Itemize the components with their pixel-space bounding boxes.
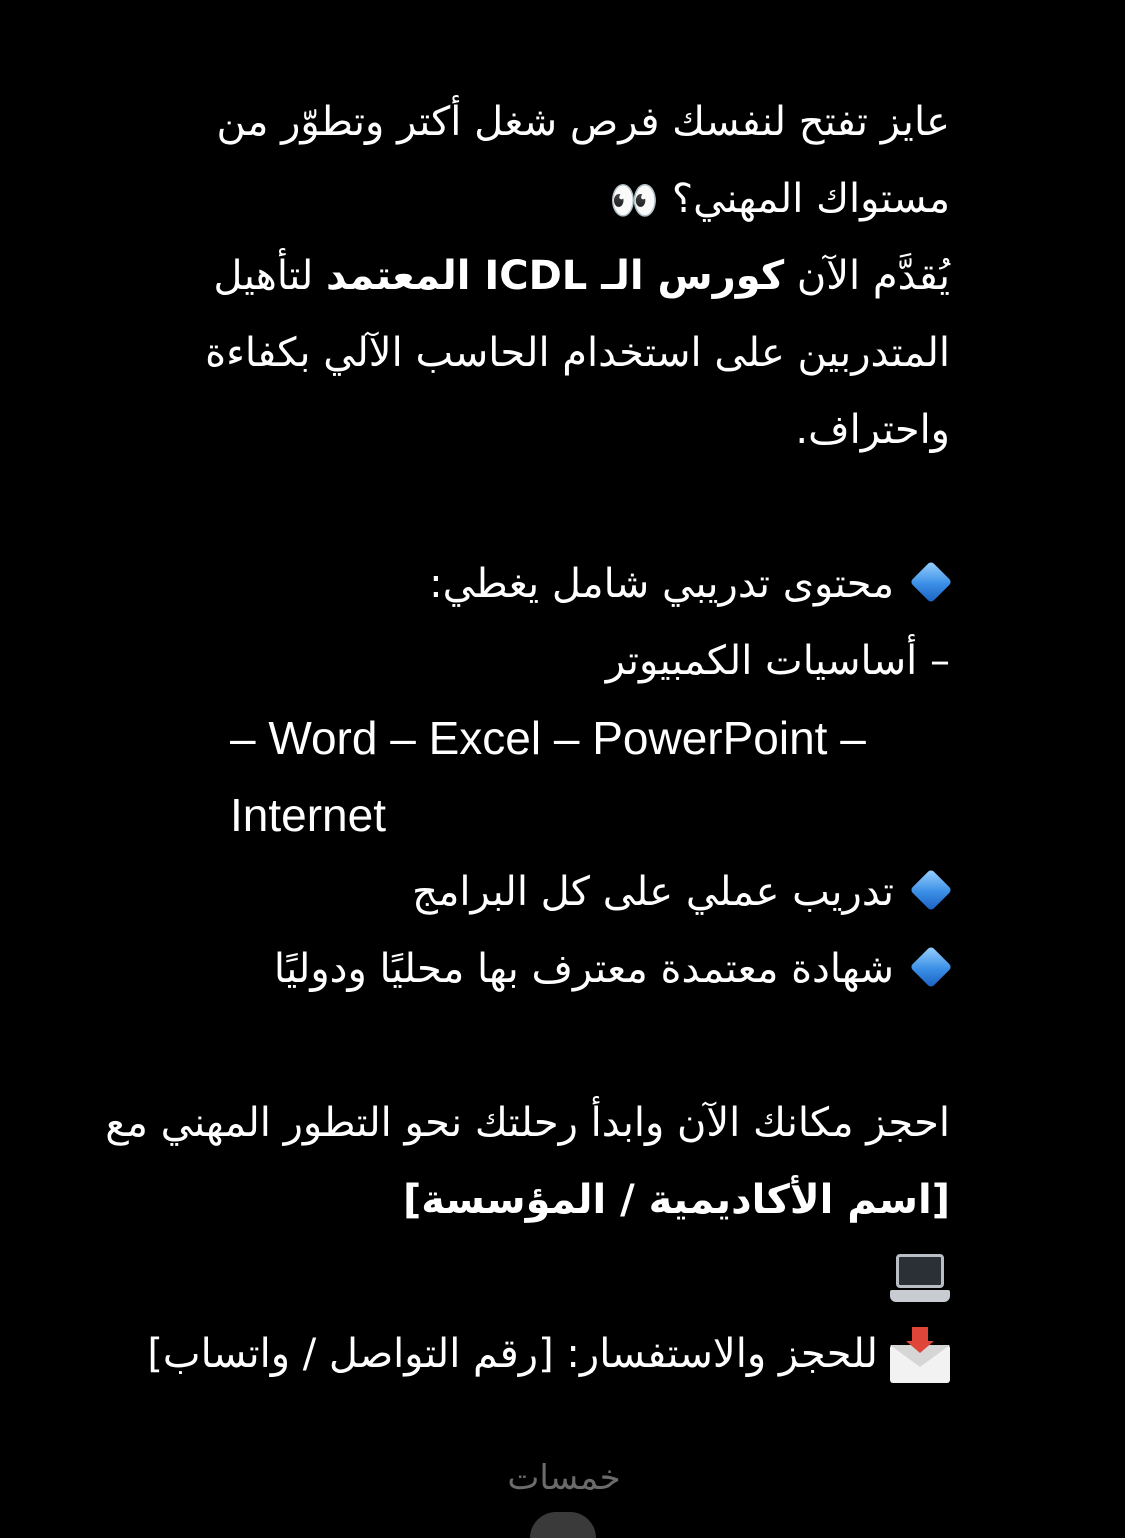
scroll-indicator[interactable] (530, 1512, 596, 1538)
laptop-line (84, 1239, 950, 1316)
cta-line (84, 1085, 950, 1239)
spacer (84, 469, 950, 546)
incoming-envelope-icon (890, 1327, 950, 1385)
cta-academy-name: [اسم الأكاديمية / المؤسسة] (402, 1177, 950, 1223)
intro-line (84, 84, 950, 238)
blue-diamond-icon (910, 869, 952, 911)
feature-certificate: شهادة معتمدة معترف بها محليًا ودوليًا (273, 946, 894, 992)
contact-line (84, 1316, 950, 1393)
blue-diamond-icon (910, 561, 952, 603)
spacer (84, 1008, 950, 1085)
feature-practical: تدريب عملي على كل البرامج (412, 869, 894, 915)
watermark-logo: خمسات (507, 1458, 621, 1498)
offer-line (84, 238, 950, 469)
content-heading-line (84, 546, 950, 623)
content-item-programs: – Word – Excel – PowerPoint – Internet (230, 712, 866, 841)
blue-diamond-icon (910, 946, 952, 988)
cta-prefix: احجز مكانك الآن وابدأ رحلتك نحو التطور المهني مع (105, 1100, 950, 1146)
contact-text: للحجز والاستفسار: [رقم التواصل / واتساب] (147, 1331, 878, 1377)
feature-practical-line (84, 854, 950, 931)
offer-prefix: يُقدَّم الآن (796, 253, 950, 299)
content-heading: محتوى تدريبي شامل يغطي: (429, 561, 894, 607)
offer-course-name: كورس الـ ICDL المعتمد (326, 253, 785, 299)
content-item-basics: – أساسيات الكمبيوتر (605, 638, 950, 684)
feature-certificate-line (84, 931, 950, 1008)
intro-text: عايز تفتح لنفسك فرص شغل أكتر وتطوّر من مستواك المهني؟ (216, 99, 950, 222)
laptop-icon (890, 1250, 950, 1308)
offer-suffix: لتأهيل المتدربين على استخدام الحاسب الآلي بكفاءة واحتراف. (205, 253, 950, 453)
eyes-icon: 👀 (609, 178, 660, 224)
post-message (84, 84, 950, 1393)
